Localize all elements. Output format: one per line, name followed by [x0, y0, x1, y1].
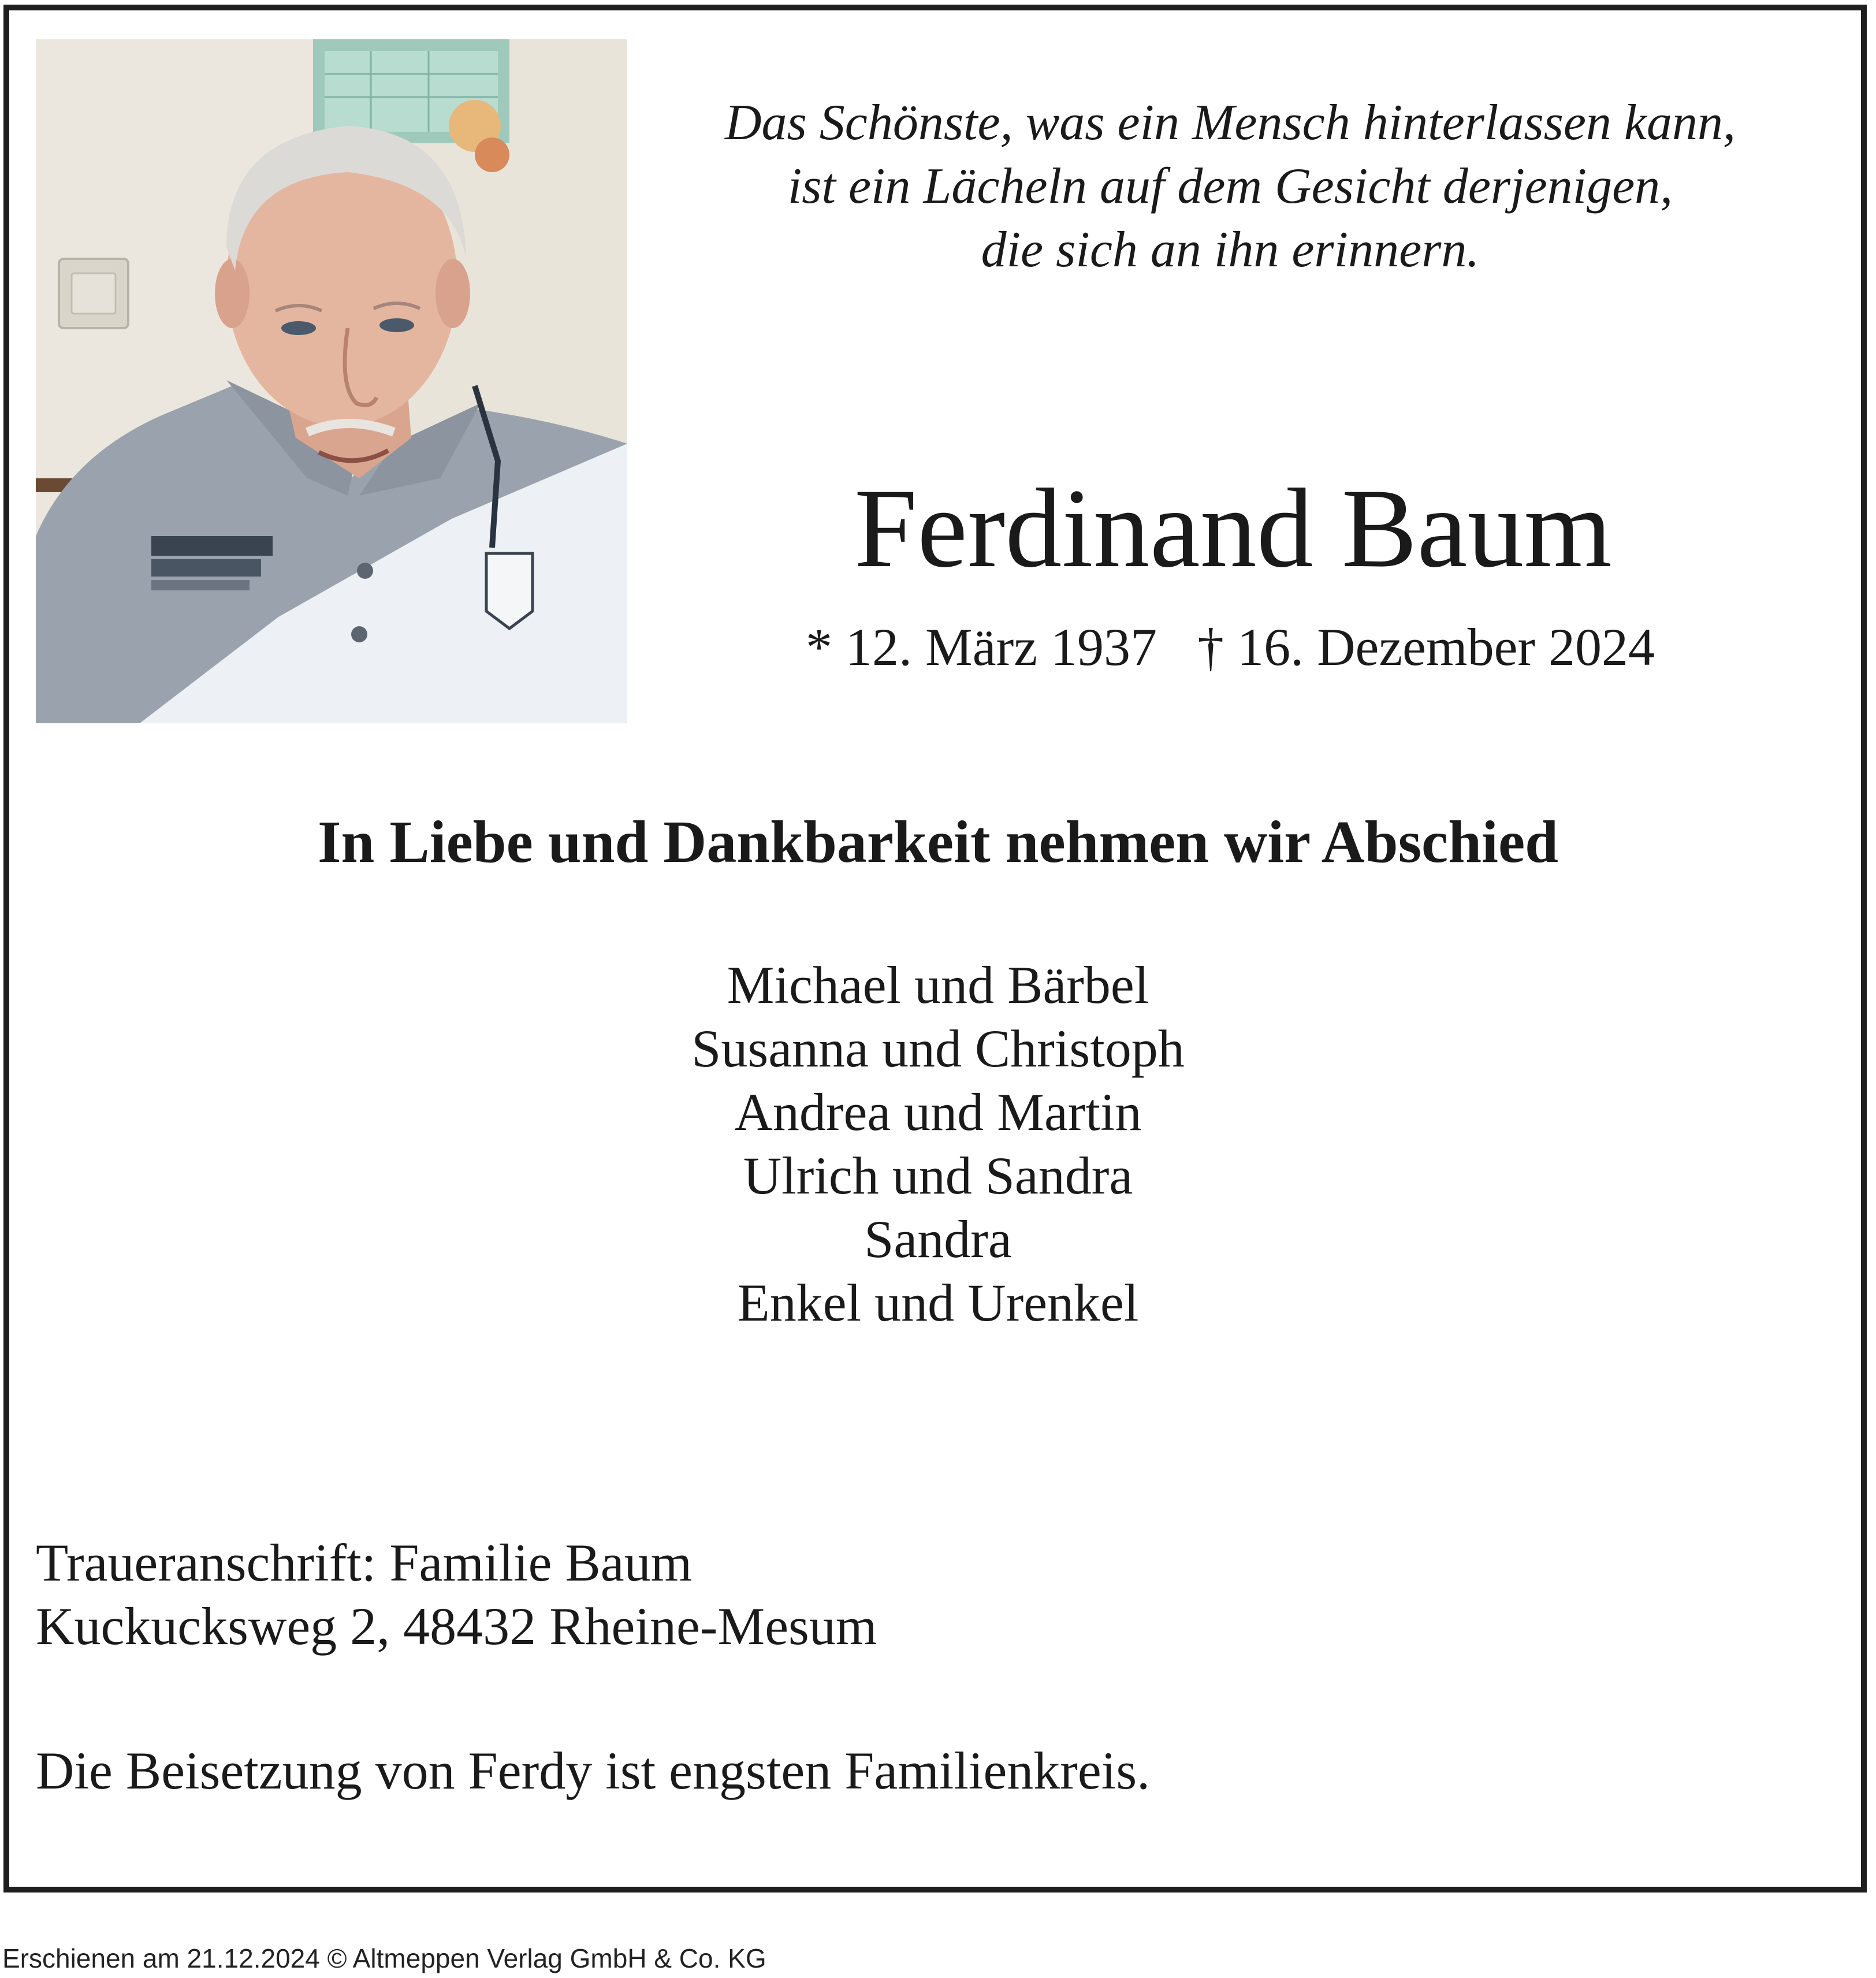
mourners-list	[0, 953, 1876, 1334]
portrait-photo	[36, 39, 627, 723]
farewell-heading: In Liebe und Dankbarkeit nehmen wir Abschied	[318, 809, 1558, 875]
mourner-entry: Andrea und Martin	[734, 1083, 1142, 1142]
quote-line: ist ein Lächeln auf dem Gesicht derjenigen,	[787, 158, 1673, 214]
quote-line: Das Schönste, was ein Mensch hinterlassen kann,	[725, 95, 1736, 151]
memorial-quote	[635, 91, 1825, 282]
mourner-entry: Sandra	[864, 1210, 1012, 1269]
address-line: Traueranschrift: Familie Baum	[36, 1533, 693, 1592]
portrait-illustration	[36, 39, 627, 723]
mourner-entry: Susanna und Christoph	[691, 1019, 1185, 1078]
publication-footer: Erschienen am 21.12.2024 © Altmeppen Verlag GmbH & Co. KG	[2, 1943, 766, 1973]
quote-line: die sich an ihn erinnern.	[981, 222, 1480, 278]
deceased-name: Ferdinand Baum	[854, 466, 1612, 591]
mourner-entry: Enkel und Urenkel	[737, 1273, 1139, 1332]
mourner-entry: Ulrich und Sandra	[743, 1146, 1133, 1205]
death-date: † 16. Dezember 2024	[1197, 618, 1655, 676]
birth-date: * 12. März 1937	[805, 618, 1157, 676]
life-dates	[664, 615, 1796, 679]
address-line: Kuckucksweg 2, 48432 Rheine-Mesum	[36, 1597, 877, 1656]
condolence-address	[36, 1531, 1422, 1658]
mourner-entry: Michael und Bärbel	[727, 955, 1149, 1014]
burial-note: Die Beisetzung von Ferdy ist engsten Familienkreis.	[36, 1741, 1151, 1800]
